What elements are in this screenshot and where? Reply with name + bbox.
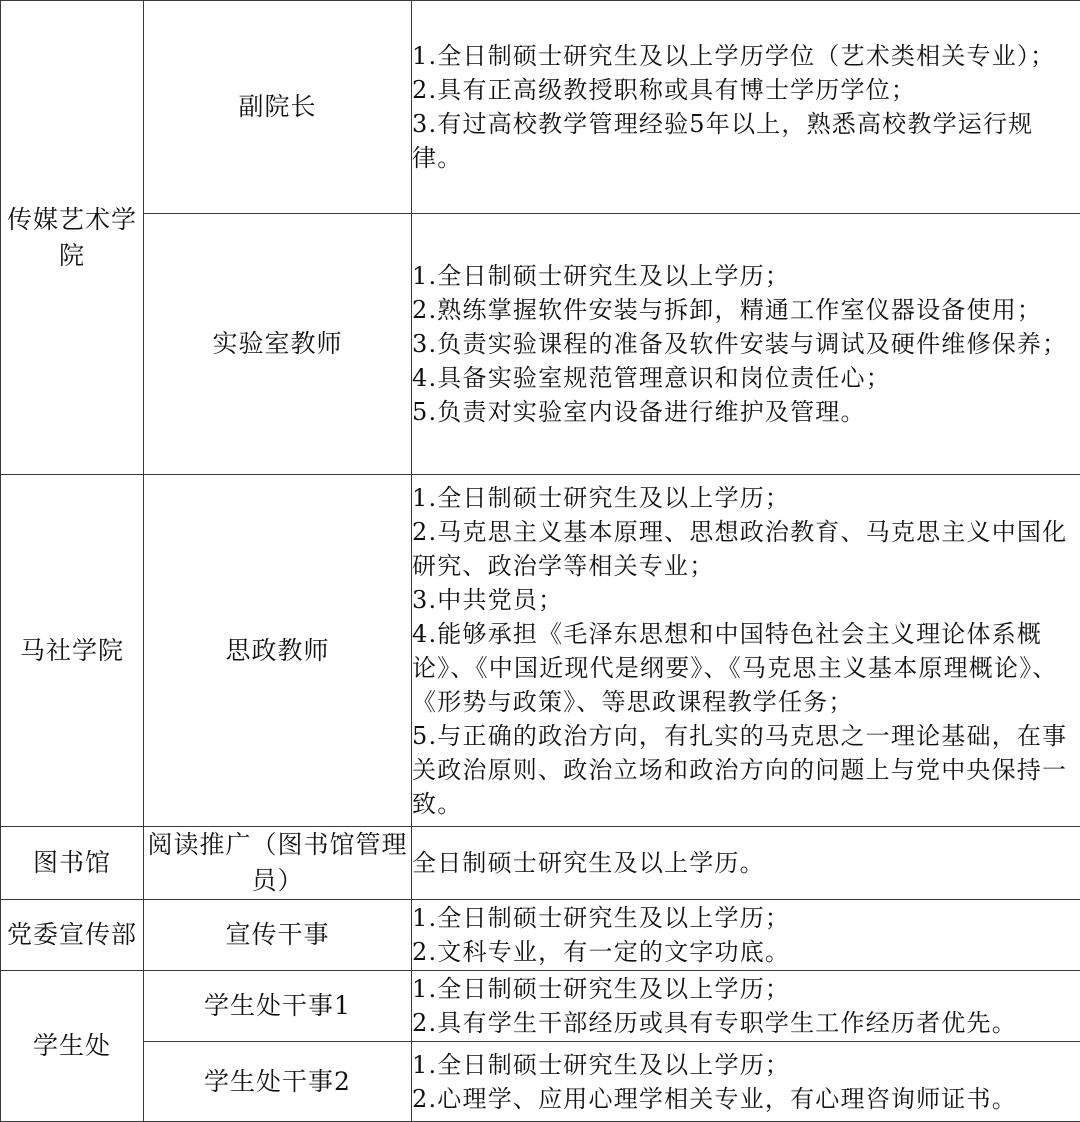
position-cell: 思政教师: [144, 475, 412, 827]
requirements-cell: [412, 971, 1080, 1042]
requirements-cell: [412, 900, 1080, 971]
table-row: [1, 900, 1080, 971]
requirement-item: 4.具备实验室规范管理意识和岗位责任心；: [412, 361, 1080, 395]
requirements-cell: [412, 1042, 1080, 1122]
department-cell: 党委宣传部: [1, 900, 144, 971]
table-row: [1, 214, 1080, 475]
position-cell: 学生处干事2: [144, 1042, 412, 1122]
requirement-item: 3.负责实验课程的准备及软件安装与调试及硬件维修保养；: [412, 327, 1080, 361]
requirement-item: 1.全日制硕士研究生及以上学历；: [412, 481, 1080, 515]
requirement-item: 2.具有学生干部经历或具有专职学生工作经历者优先。: [412, 1006, 1080, 1040]
department-cell: 传媒艺术学院: [1, 1, 144, 475]
requirement-item: 1.全日制硕士研究生及以上学历；: [412, 901, 1080, 935]
requirement-item: 1.全日制硕士研究生及以上学历；: [412, 1048, 1080, 1082]
requirement-item: 2.熟练掌握软件安装与拆卸，精通工作室仪器设备使用；: [412, 293, 1080, 327]
requirement-item: 4.能够承担《毛泽东思想和中国特色社会主义理论体系概论》、《中国近现代是纲要》、《马克思主义基本原理概论》、《形势与政策》、等思政课程教学任务；: [412, 617, 1080, 719]
requirement-item: 2.具有正高级教授职称或具有博士学历学位；: [412, 73, 1080, 107]
requirement-item: 2.文科专业，有一定的文字功底。: [412, 935, 1080, 969]
requirements-cell: [412, 827, 1080, 900]
position-cell: 实验室教师: [144, 214, 412, 475]
table-row: [1, 971, 1080, 1042]
requirement-item: 2.心理学、应用心理学相关专业，有心理咨询师证书。: [412, 1082, 1080, 1116]
table-row: [1, 475, 1080, 827]
requirement-item: 2.马克思主义基本原理、思想政治教育、马克思主义中国化研究、政治学等相关专业；: [412, 515, 1080, 583]
department-cell: 马社学院: [1, 475, 144, 827]
table-row: [1, 1, 1080, 214]
table-row: [1, 1042, 1080, 1122]
department-cell: 图书馆: [1, 827, 144, 900]
position-cell: 副院长: [144, 1, 412, 214]
requirement-item: 5.与正确的政治方向，有扎实的马克思之一理论基础，在事关政治原则、政治立场和政治方向的问题上与党中央保持一致。: [412, 719, 1080, 821]
position-cell: 宣传干事: [144, 900, 412, 971]
position-cell: 阅读推广（图书馆管理员）: [144, 827, 412, 900]
requirements-cell: [412, 1, 1080, 214]
requirements-cell: [412, 214, 1080, 475]
requirement-item: 3.中共党员；: [412, 583, 1080, 617]
requirement-item: 5.负责对实验室内设备进行维护及管理。: [412, 395, 1080, 429]
requirement-item: 全日制硕士研究生及以上学历。: [412, 846, 1080, 880]
requirements-cell: [412, 475, 1080, 827]
position-cell: 学生处干事1: [144, 971, 412, 1042]
requirement-item: 1.全日制硕士研究生及以上学历；: [412, 259, 1080, 293]
requirement-item: 3.有过高校教学管理经验5年以上，熟悉高校教学运行规律。: [412, 107, 1080, 175]
requirement-item: 1.全日制硕士研究生及以上学历；: [412, 972, 1080, 1006]
department-cell: 学生处: [1, 971, 144, 1122]
requirement-item: 1.全日制硕士研究生及以上学历学位（艺术类相关专业）；: [412, 39, 1080, 73]
table-row: [1, 827, 1080, 900]
